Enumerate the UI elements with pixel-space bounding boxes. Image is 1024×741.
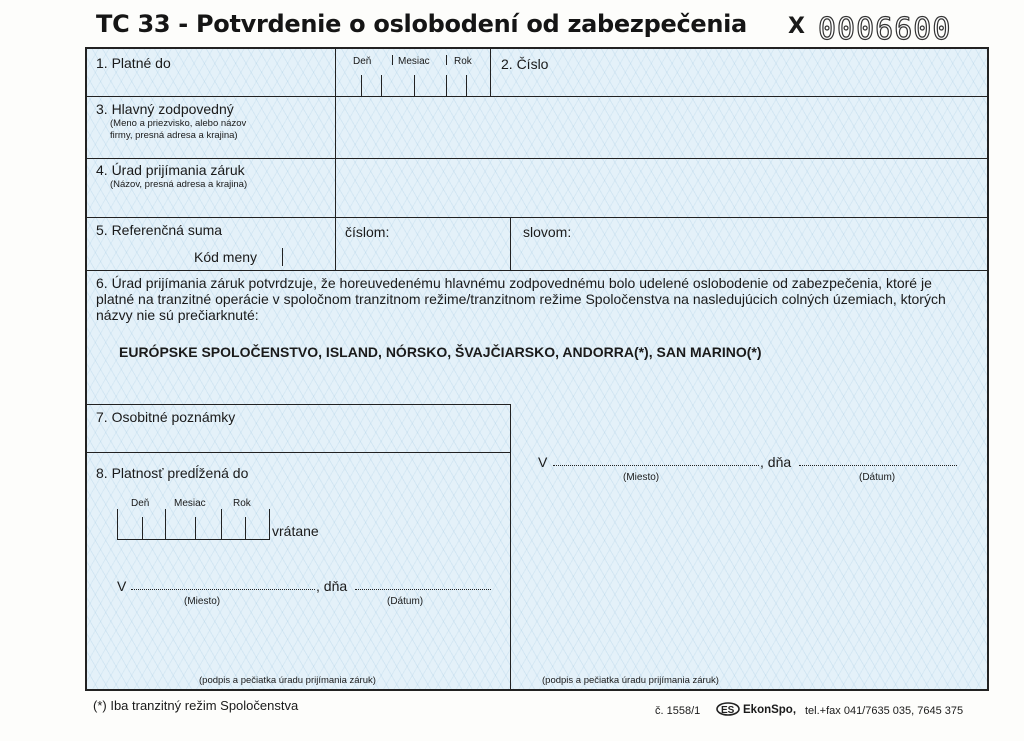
footer-note: (*) Iba tranzitný režim Spoločenstva — [93, 698, 299, 713]
field-4-sub: (Názov, presná adresa a krajina) — [110, 179, 248, 190]
field-2-label: 2. Číslo — [501, 56, 549, 72]
field-6-text: 6. Úrad prijímania záruk potvrdzuje, že horeuvedenému hlavnému zodpovednému bolo udelené oslobodenie od zabezpečenia, ktoré je platné na tranzitné operácie v spoločnom tranzitnom režime/tranzitnom režime Spoločenstva na nasledujúcich colných územiach, ktorých názvy nie sú prečiarknuté: — [96, 275, 946, 323]
serial-number: 0006600 — [818, 12, 952, 47]
date-tick — [269, 509, 270, 540]
date-tick — [165, 509, 166, 540]
right-place-input[interactable] — [553, 465, 759, 466]
row-divider-3 — [87, 158, 989, 159]
date-tick — [446, 55, 447, 65]
date-tick — [117, 509, 118, 540]
date-tick — [221, 509, 222, 540]
date-tick — [381, 75, 382, 96]
row-divider-4 — [87, 217, 989, 218]
field-8-date-input[interactable] — [355, 589, 491, 590]
date-baseline — [117, 539, 269, 540]
field-1-month: Mesiac — [398, 56, 430, 67]
ekonspo-logo-icon — [716, 702, 740, 716]
field-8-place-input[interactable] — [131, 589, 315, 590]
right-place-caption: (Miesto) — [623, 472, 660, 483]
field-5-in-numbers: číslom: — [345, 224, 390, 240]
field-8-v: V — [117, 578, 127, 594]
field-3-sub2: firmy, presná adresa a krajina) — [110, 130, 238, 141]
col-divider-2 — [490, 49, 491, 96]
field-1-year: Rok — [454, 56, 472, 67]
field-3-label: 3. Hlavný zodpovedný — [96, 101, 234, 117]
date-tick — [195, 517, 196, 539]
date-tick — [245, 517, 246, 539]
form-grid — [85, 47, 989, 691]
row-divider-7 — [87, 452, 511, 453]
footer-brand: EkonSpo, — [743, 704, 797, 716]
right-dna: , dňa — [760, 454, 792, 470]
right-v: V — [538, 454, 548, 470]
footer-contact: tel.+fax 041/7635 035, 7645 375 — [805, 705, 964, 717]
col-divider-main — [335, 49, 336, 270]
date-tick — [142, 517, 143, 539]
field-3-sub1: (Meno a priezvisko, alebo názov — [110, 118, 247, 129]
field-8-dna: , dňa — [316, 578, 348, 594]
form-title: TC 33 - Potvrdenie o oslobodení od zabezpečenia — [96, 10, 747, 38]
col-divider-5 — [510, 217, 511, 270]
x-mark: X — [788, 14, 805, 39]
form-number: č. 1558/1 — [655, 705, 701, 717]
field-8-label: 8. Platnosť predĺžená do — [96, 465, 249, 481]
field-5-in-words: slovom: — [523, 224, 572, 240]
field-3-input[interactable] — [337, 98, 989, 156]
col-divider-bottom — [510, 404, 511, 691]
field-1-label: 1. Platné do — [96, 55, 171, 71]
row-divider-6 — [87, 404, 511, 405]
field-8-year: Rok — [233, 498, 251, 509]
date-tick — [361, 75, 362, 96]
date-tick — [392, 55, 393, 65]
field-6-territories: EURÓPSKE SPOLOČENSTVO, ISLAND, NÓRSKO, ŠVAJČIARSKO, ANDORRA(*), SAN MARINO(*) — [119, 344, 762, 360]
currency-tick — [282, 248, 283, 266]
row-divider-1 — [87, 96, 989, 97]
field-4-label: 4. Úrad prijímania záruk — [96, 162, 245, 178]
field-4-input[interactable] — [337, 160, 989, 215]
field-1-day: Deň — [353, 56, 372, 67]
date-tick — [446, 75, 447, 96]
date-tick — [414, 75, 415, 96]
field-8-place-caption: (Miesto) — [184, 596, 221, 607]
field-8-day: Deň — [131, 498, 150, 509]
date-tick — [466, 75, 467, 96]
right-date-caption: (Dátum) — [859, 472, 896, 483]
right-date-input[interactable] — [799, 465, 957, 466]
right-signature: (podpis a pečiatka úradu prijímania záruk) — [542, 675, 719, 686]
field-8-inclusive: vrátane — [272, 523, 319, 539]
field-8-date-caption: (Dátum) — [387, 596, 424, 607]
field-5-label: 5. Referenčná suma — [96, 222, 223, 238]
svg-text:ES: ES — [721, 705, 735, 716]
field-7-label: 7. Osobitné poznámky — [96, 409, 236, 425]
field-8-month: Mesiac — [174, 498, 206, 509]
row-divider-5 — [87, 270, 989, 271]
field-8-signature: (podpis a pečiatka úradu prijímania záruk) — [199, 675, 376, 686]
field-5-currency: Kód meny — [194, 249, 258, 265]
